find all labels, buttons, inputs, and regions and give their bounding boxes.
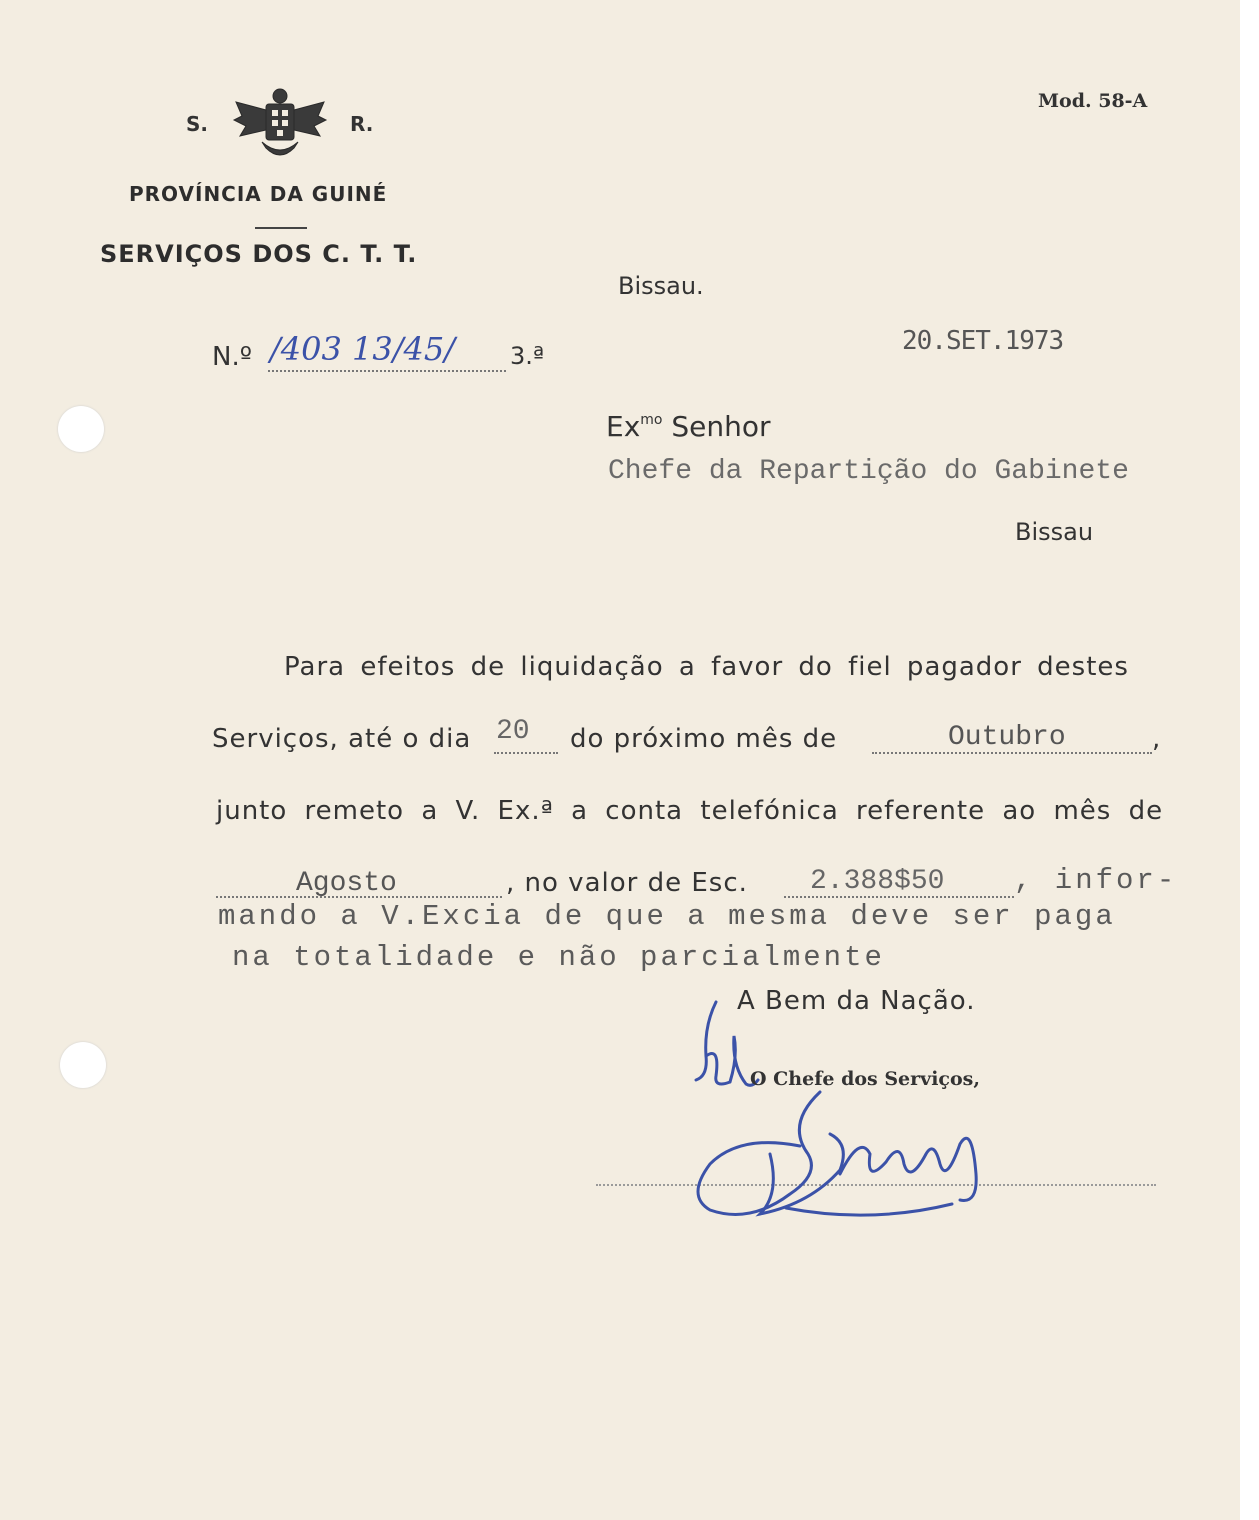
signatory-title: O Chefe dos Serviços,	[750, 1068, 980, 1090]
month-due-value: Outubro	[948, 722, 1066, 753]
salutation-prefix: Ex	[606, 410, 641, 443]
services-heading: SERVIÇOS DOS C. T. T.	[100, 240, 418, 268]
month-ref-value: Agosto	[296, 868, 397, 899]
reference-label: N.º	[212, 342, 252, 372]
body-typed-line-5: mando a V.Excia de que a mesma deve ser paga	[218, 900, 1116, 933]
recipient-city: Bissau	[1015, 518, 1094, 546]
place-top: Bissau.	[618, 272, 704, 300]
day-value: 20	[496, 716, 530, 747]
province-heading: PROVÍNCIA DA GUINÉ	[129, 182, 388, 206]
body-line-2a: Serviços, até o dia	[212, 724, 472, 754]
body-line-3: junto remeto a V. Ex.ª a conta telefónica referente ao mês de	[216, 796, 1164, 826]
salutation	[606, 410, 771, 443]
punch-hole-top	[58, 406, 104, 452]
closing-phrase: A Bem da Nação.	[737, 986, 976, 1016]
body-line-2-end: ,	[1152, 724, 1162, 754]
body-line-1: Para efeitos de liquidação a favor do fiel pagador destes	[284, 652, 1129, 682]
amount-value: 2.388$50	[810, 866, 945, 897]
salutation-rest: Senhor	[662, 410, 771, 443]
date-stamp: 20.SET.1973	[902, 326, 1064, 356]
reference-handwritten: /403 13/45/	[270, 330, 456, 368]
punch-hole-bottom	[60, 1042, 106, 1088]
recipient-title: Chefe da Repartição do Gabinete	[608, 456, 1129, 487]
sr-left: S.	[186, 112, 209, 136]
coat-of-arms-icon	[232, 86, 328, 162]
form-model-number: Mod. 58-A	[1038, 90, 1148, 112]
body-line-4a: , no valor de Esc.	[506, 868, 748, 898]
body-line-4b: , infor-	[1014, 864, 1178, 897]
day-dotline	[494, 752, 558, 754]
reference-dotline	[268, 370, 506, 372]
reference-suffix: 3.ª	[510, 342, 545, 370]
body-line-2b: do próximo mês de	[570, 724, 838, 754]
salutation-superscript: mo	[640, 412, 663, 428]
body-typed-line-6: na totalidade e não parcialmente	[232, 941, 885, 974]
scan-edge	[1240, 0, 1259, 1520]
heading-divider	[255, 227, 307, 229]
sr-right: R.	[350, 112, 374, 136]
signature-icon	[690, 1084, 990, 1230]
